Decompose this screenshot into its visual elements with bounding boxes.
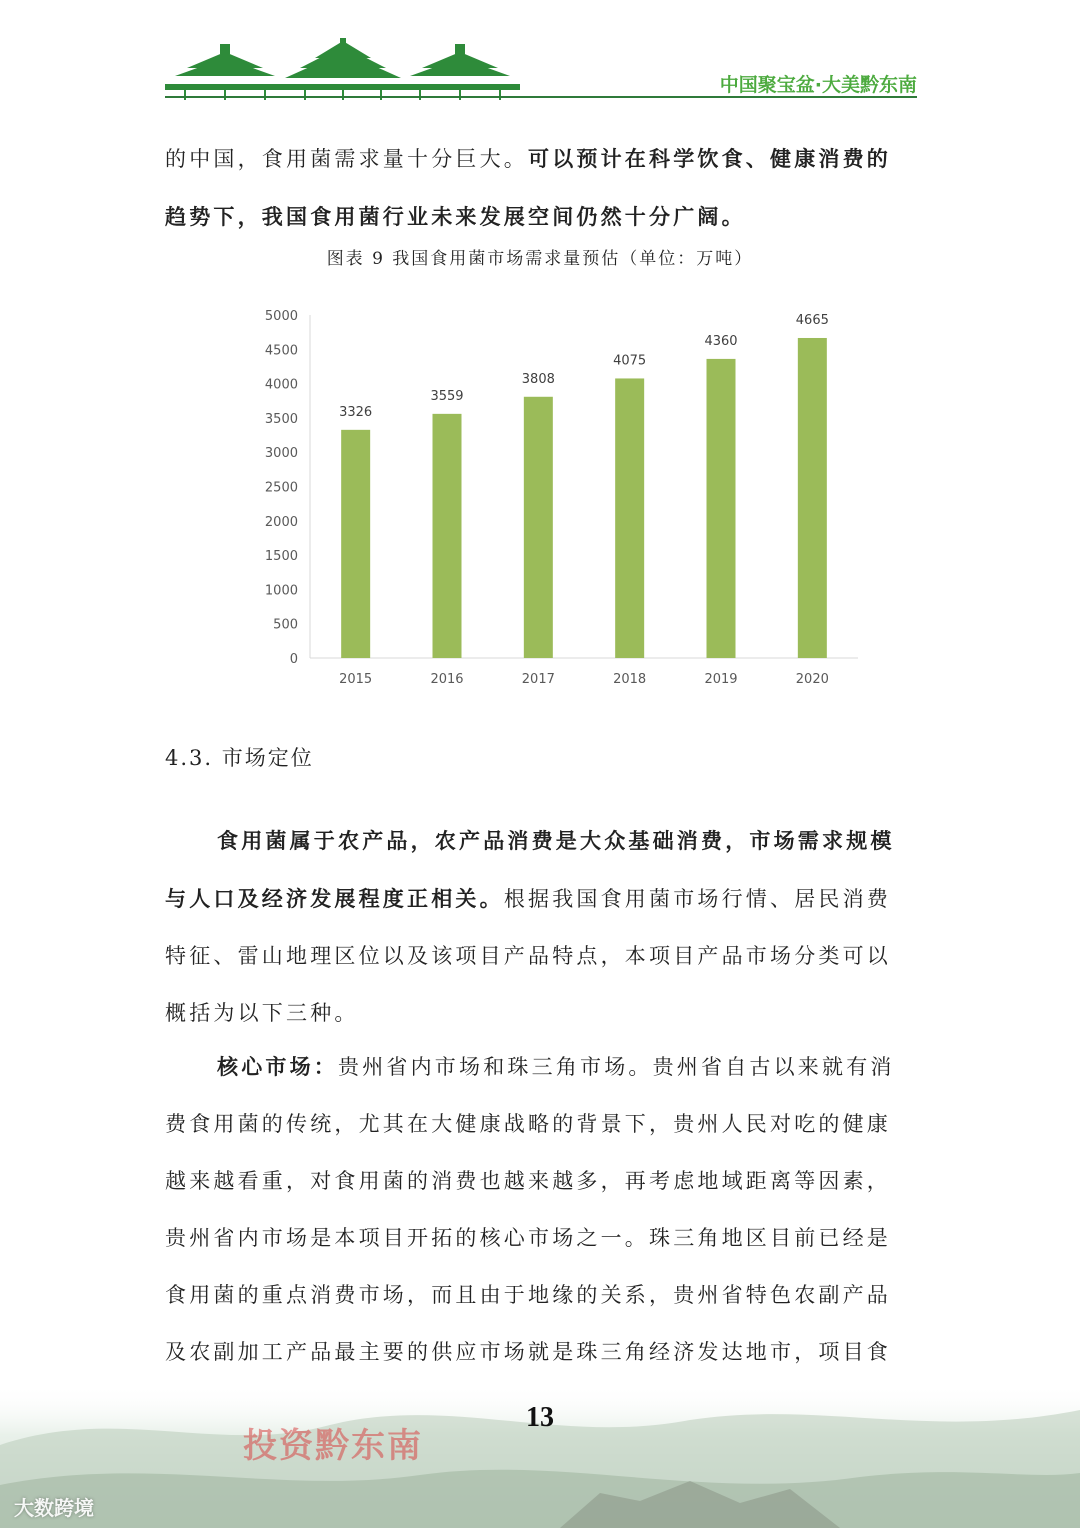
y-tick-label: 2500 xyxy=(264,480,298,496)
data-label: 4075 xyxy=(613,353,647,369)
x-tick-label: 2019 xyxy=(704,672,738,687)
para2-line-1-regular: 贵州省内市场和珠三角市场。贵州省自古以来就有消 xyxy=(338,1055,895,1079)
y-tick-label: 500 xyxy=(273,617,298,633)
para1-line-1 xyxy=(165,812,917,870)
data-label: 3326 xyxy=(339,404,373,420)
header-title: 中国聚宝盆·大美黔东南 xyxy=(719,74,917,96)
bar xyxy=(798,338,827,658)
page-number: 13 xyxy=(526,1402,554,1433)
para1-line-3: 特征、雷山地理区位以及该项目产品特点，本项目产品市场分类可以 xyxy=(165,944,891,968)
x-tick-label: 2017 xyxy=(521,672,555,687)
bar xyxy=(433,414,462,658)
para1-line-4: 概括为以下三种。 xyxy=(165,1001,359,1025)
core-market-paragraph xyxy=(165,1038,917,1381)
figure-caption: 图表 9 我国食用菌市场需求量预估（单位：万吨） xyxy=(326,249,754,269)
y-tick-label: 3500 xyxy=(264,411,298,427)
para2-line-3: 越来越看重，对食用菌的消费也越来越多，再考虑地域距离等因素， xyxy=(165,1169,891,1193)
intro-paragraph xyxy=(165,130,917,246)
x-tick-label: 2018 xyxy=(613,672,647,687)
bar xyxy=(524,397,553,658)
y-tick-label: 2000 xyxy=(264,514,298,530)
market-positioning-paragraph xyxy=(165,812,917,1042)
y-tick-label: 4500 xyxy=(264,343,298,359)
y-tick-label: 1000 xyxy=(264,583,298,599)
data-label: 3808 xyxy=(521,371,555,387)
intro-line-1-regular: 的中国，食用菌需求量十分巨大。 xyxy=(165,147,528,171)
x-tick-label: 2015 xyxy=(339,672,373,687)
intro-line-1-bold: 可以预计在科学饮食、健康消费的 xyxy=(528,146,891,171)
y-tick-label: 3000 xyxy=(264,446,298,462)
data-label: 3559 xyxy=(430,388,464,404)
header-pagoda-banner xyxy=(165,38,520,100)
y-tick-label: 0 xyxy=(289,652,298,667)
x-tick-label: 2016 xyxy=(430,672,464,687)
para1-line-2 xyxy=(165,870,917,928)
watermark: 大数跨境 xyxy=(14,1496,94,1520)
y-tick-label: 1500 xyxy=(264,549,298,565)
y-tick-label: 5000 xyxy=(264,309,298,324)
intro-line-2-bold: 趋势下，我国食用菌行业未来发展空间仍然十分广阔。 xyxy=(165,204,746,229)
para1-line-2-regular: 根据我国食用菌市场行情、居民消费 xyxy=(503,887,892,911)
data-label: 4665 xyxy=(795,312,829,328)
para2-line-2: 费食用菌的传统，尤其在大健康战略的背景下，贵州人民对吃的健康 xyxy=(165,1112,891,1136)
y-tick-label: 4000 xyxy=(264,377,298,393)
bar xyxy=(707,359,736,658)
para2-line-4: 贵州省内市场是本项目开拓的核心市场之一。珠三角地区目前已经是 xyxy=(165,1226,891,1250)
bar-chart xyxy=(250,295,890,700)
x-tick-label: 2020 xyxy=(795,672,829,687)
para2-line-5: 食用菌的重点消费市场，而且由于地缘的关系，贵州省特色农副产品 xyxy=(165,1283,891,1307)
section-title: 4.3. 市场定位 xyxy=(165,746,314,770)
intro-line-2 xyxy=(165,188,917,246)
para2-line-1-bold: 核心市场： xyxy=(217,1054,338,1079)
para2-line-1 xyxy=(165,1038,917,1096)
bar xyxy=(615,378,644,658)
para1-line-1-bold: 食用菌属于农产品，农产品消费是大众基础消费，市场需求规模 xyxy=(217,828,895,853)
para2-line-6: 及农副加工产品最主要的供应市场就是珠三角经济发达地市，项目食 xyxy=(165,1340,891,1364)
para1-line-2-bold: 与人口及经济发展程度正相关。 xyxy=(165,886,504,911)
bar xyxy=(341,430,370,658)
footer-logo: 投资黔东南 xyxy=(243,1426,423,1466)
data-label: 4360 xyxy=(704,333,738,349)
intro-line-1 xyxy=(165,130,917,188)
header-divider xyxy=(165,96,917,98)
